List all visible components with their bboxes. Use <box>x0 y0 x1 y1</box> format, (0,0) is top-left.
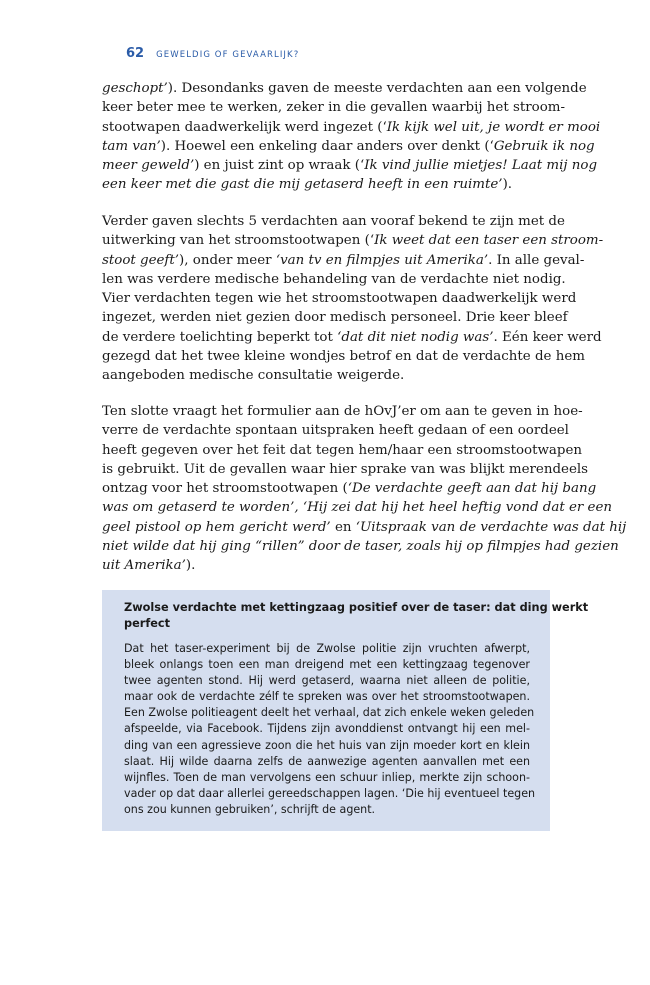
callout-title-line: Zwolse verdachte met kettingzaag positief over de taser: dat ding werkt <box>124 601 589 614</box>
text-line <box>102 251 585 270</box>
text-line <box>102 498 613 517</box>
text-line <box>102 328 602 347</box>
text-line <box>102 79 587 98</box>
text-run: uitwerking van het stroomstootwapen (‘ <box>102 233 375 249</box>
callout-body-line: ding van een agressieve zoon die het huis van zijn moeder kort en klein <box>124 738 530 752</box>
text-run: ) en juist zint op wraak (‘ <box>194 158 365 174</box>
callout-body-line: twee agenten stond. Hij werd getaserd, waarna niet alleen de politie, <box>124 674 530 688</box>
italic-quote: een keer met die gast die mij getaserd heeft in een ruimte’ <box>102 177 503 193</box>
italic-quote: ‘Uitspraak van de verdachte was dat hij <box>355 519 627 535</box>
text-line <box>102 289 577 308</box>
paragraph-1 <box>102 79 601 195</box>
text-line <box>102 460 589 479</box>
text-run: ). <box>502 177 513 193</box>
callout-body-line: slaat. Hij wilde daarna zelfs de aanwezige agenten aanvallen met een <box>124 754 530 768</box>
italic-quote: was om getaserd te worden’, ‘Hij zei dat hij het heel heftig vond dat er een <box>102 500 613 516</box>
text-run: ingezet, werden niet gezien door medisch personeel. Drie keer bleef <box>102 310 568 326</box>
text-run: . In alle geval- <box>488 252 585 268</box>
text-run: Ten slotte vraagt het formulier aan de hOvJ’er om aan te geven in hoe- <box>102 404 583 419</box>
text-run: gezegd dat het twee kleine wondjes betrof en dat de verdachte de hem <box>102 349 585 365</box>
running-title: GEWELDIG OF GEVAARLIJK? <box>156 50 300 60</box>
italic-quote: geel pistool op hem gericht werd’ <box>102 519 331 535</box>
page-number: 62 <box>126 46 145 61</box>
text-line <box>102 270 566 289</box>
callout-body-line: maar ook de verdachte zélf te spreken was over het stroomstootwapen. <box>124 690 530 704</box>
callout-body-line: Dat het taser-experiment bij de Zwolse politie zijn vruchten afwerpt, <box>124 642 530 655</box>
text-run: is gebruikt. Uit de gevallen waar hier sprake van was blijkt merendeels <box>102 461 589 477</box>
text-run: ). <box>185 558 196 574</box>
italic-quote: geschopt’ <box>102 81 168 96</box>
text-line <box>102 441 583 460</box>
text-line <box>102 98 565 117</box>
text-line <box>102 212 565 231</box>
text-line <box>102 421 569 440</box>
callout-title-line: perfect <box>124 617 170 631</box>
italic-quote: uit Amerika’ <box>102 558 186 574</box>
text-run: Verder gaven slechts 5 verdachten aan vooraf bekend te zijn met de <box>102 214 565 229</box>
italic-quote: ‘De verdachte geeft aan dat hij bang <box>347 481 597 497</box>
text-run: keer beter mee te werken, zeker in die gevallen waarbij het stroom- <box>102 100 565 116</box>
italic-quote: meer geweld’ <box>102 158 195 174</box>
callout-body-line: ons zou kunnen gebruiken’, schrijft de agent. <box>124 802 376 816</box>
italic-quote: Ik vind jullie mietjes! Laat mij nog <box>364 158 598 174</box>
text-line <box>102 537 619 556</box>
italic-quote: tam van’ <box>102 138 161 154</box>
text-line <box>102 231 604 250</box>
text-line <box>102 402 583 421</box>
callout-body-line: bleek onlangs toen een man dreigend met een kettingzaag tegenover <box>124 658 530 672</box>
paragraph-3 <box>102 402 627 576</box>
text-line <box>102 175 550 194</box>
text-run: . Eén keer werd <box>493 329 602 345</box>
text-line <box>102 479 597 498</box>
text-line <box>102 118 601 137</box>
text-run: heeft gegeven over het feit dat tegen hem/haar een stroomstootwapen <box>102 442 583 458</box>
text-line <box>102 137 595 156</box>
text-line <box>102 308 568 327</box>
text-line <box>102 156 598 175</box>
text-run: stootwapen daadwerkelijk werd ingezet (‘ <box>102 119 387 135</box>
text-line <box>102 347 585 366</box>
text-line <box>102 518 627 537</box>
text-run: ontzag voor het stroomstootwapen ( <box>102 481 348 497</box>
callout-body-line: vader op dat daar allerlei gereedschappen lagen. ‘Die hij eventueel tegen <box>124 786 536 800</box>
callout-body-line: afspeelde, via Facebook. Tijdens zijn avonddienst ontvangt hij een mel- <box>124 722 530 736</box>
paragraph-2 <box>102 212 604 386</box>
page-header <box>126 46 299 64</box>
callout-title <box>124 600 589 632</box>
callout-body <box>124 641 536 818</box>
italic-quote: Gebruik ik nog <box>493 138 595 154</box>
text-run: ). Hoewel een enkeling daar anders over denkt (‘ <box>160 138 494 154</box>
italic-quote: Ik kijk wel uit, je wordt er mooi <box>386 119 601 135</box>
text-run: len was verdere medische behandeling van de verdachte niet nodig. <box>102 271 566 287</box>
italic-quote: Ik weet dat een taser een stroom- <box>374 233 604 249</box>
text-run: de verdere toelichting beperkt tot <box>102 329 338 345</box>
italic-quote: ‘dat dit niet nodig was’ <box>337 329 494 345</box>
italic-quote: niet wilde dat hij ging “rillen” door de taser, zoals hij op filmpjes had gezien <box>102 539 619 555</box>
text-run: en <box>330 519 356 535</box>
callout-body-line: wijnfles. Toen de man vervolgens een schuur inliep, merkte zijn schoon- <box>124 770 530 784</box>
text-run: ). Desondanks gaven de meeste verdachten aan een volgende <box>167 81 587 96</box>
text-run: ), onder meer <box>179 252 276 268</box>
text-line <box>102 366 550 385</box>
text-run: aangeboden medische consultatie weigerde. <box>102 368 405 384</box>
italic-quote: stoot geeft’ <box>102 252 180 268</box>
text-run: Vier verdachten tegen wie het stroomstootwapen daadwerkelijk werd <box>102 291 577 307</box>
text-run: verre de verdachte spontaan uitspraken heeft gedaan of een oordeel <box>102 423 569 439</box>
news-callout-box <box>102 590 589 831</box>
text-line <box>102 556 550 575</box>
callout-body-line: Een Zwolse politieagent deelt het verhaal, dat zich enkele weken geleden <box>124 706 535 720</box>
italic-quote: ‘van tv en filmpjes uit Amerika’ <box>275 252 489 268</box>
